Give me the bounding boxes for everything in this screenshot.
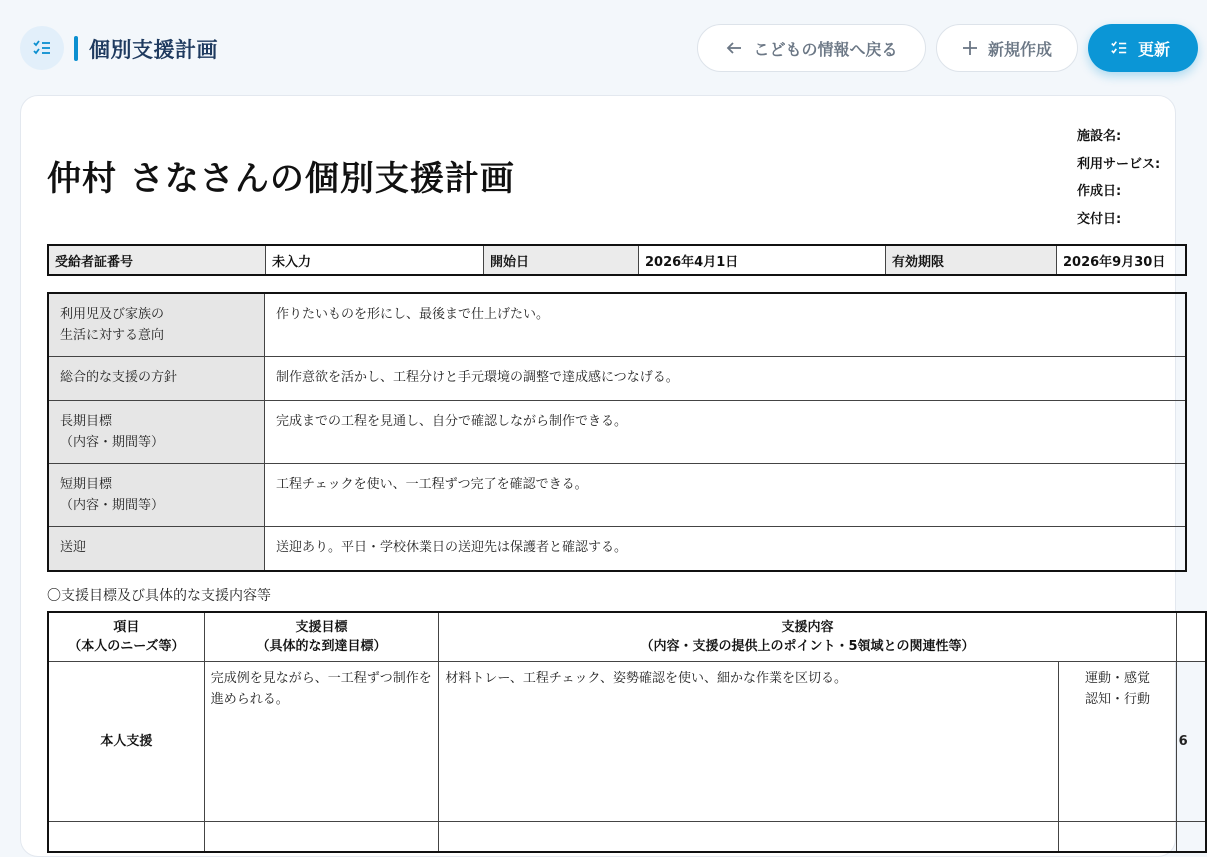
header-line: 支援目標 (295, 620, 348, 635)
label-line: 長期目標 (60, 414, 113, 429)
transport-label: 送迎 (48, 527, 265, 571)
empty-cell (1176, 822, 1206, 852)
table-row (48, 662, 1206, 822)
update-button[interactable] (1088, 24, 1198, 72)
new-plan-button[interactable] (936, 24, 1078, 72)
transport-value: 送迎あり。平日・学校休業日の送迎先は保護者と確認する。 (265, 527, 1187, 571)
goal-domain-cell (1059, 662, 1176, 822)
table-header-row (48, 612, 1206, 662)
back-button-label: こどもの情報へ戻る (753, 39, 898, 59)
policy-value: 制作意欲を活かし、工程分けと手元環境の調整で達成感につなげる。 (265, 357, 1187, 401)
update-button-label: 更新 (1138, 39, 1171, 59)
label-line: 短期目標 (60, 477, 113, 492)
label-line: 利用児及び家族の (60, 307, 165, 322)
long-term-goal-label (48, 401, 265, 464)
label-line: （内容・期間等） (60, 498, 165, 513)
table-row (48, 401, 1186, 464)
label-line: 生活に対する意向 (60, 328, 165, 343)
header-line: 項目 (113, 620, 140, 635)
table-row (48, 293, 1186, 357)
header-line: （本人のニーズ等） (68, 639, 185, 654)
page-title: 個別支援計画 (89, 38, 218, 62)
short-term-goal-value: 工程チェックを使い、一工程ずつ完了を確認できる。 (265, 464, 1187, 527)
back-to-child-info-button[interactable] (697, 24, 926, 72)
start-date-value: 2026年4月1日 (639, 245, 886, 275)
goal-extra-cell: 6 (1176, 662, 1206, 822)
label-line: （内容・期間等） (60, 435, 165, 450)
goal-target-cell: 完成例を見ながら、一工程ずつ制作を進められる。 (204, 662, 439, 822)
table-row (48, 464, 1186, 527)
empty-cell (204, 822, 439, 852)
table-row (48, 822, 1206, 852)
top-bar (0, 0, 1188, 96)
header-line: （内容・支援の提供上のポイント・5領域との関連性等） (640, 639, 975, 654)
goal-content-cell: 材料トレー、工程チェック、姿勢確認を使い、細かな作業を区切る。 (439, 662, 1059, 822)
title-accent-bar (74, 36, 78, 61)
column-header-goal (204, 612, 439, 662)
plan-title: 仲村 さなさんの個別支援計画 (47, 159, 515, 199)
empty-cell (1059, 822, 1176, 852)
column-header-content (439, 612, 1176, 662)
plus-icon (962, 40, 978, 56)
expiry-value: 2026年9月30日 (1057, 245, 1187, 275)
recipient-number-value: 未入力 (266, 245, 484, 275)
arrow-left-icon (725, 39, 743, 57)
new-button-label: 新規作成 (987, 39, 1052, 59)
empty-cell (439, 822, 1059, 852)
empty-cell (48, 822, 204, 852)
expiry-label: 有効期限 (886, 245, 1057, 275)
created-date-label: 作成日: (1077, 184, 1122, 199)
intent-value: 作りたいものを形にし、最後まで仕上げたい。 (265, 293, 1187, 357)
goal-item-cell: 本人支援 (48, 662, 204, 822)
long-term-goal-value: 完成までの工程を見通し、自分で確認しながら制作できる。 (265, 401, 1187, 464)
domain-line: 認知・行動 (1084, 692, 1150, 707)
table-row (48, 357, 1186, 401)
intent-table (47, 292, 1187, 572)
issued-date-label: 交付日: (1077, 211, 1122, 227)
domain-line: 運動・感覚 (1084, 671, 1150, 686)
support-goals-table (47, 611, 1207, 853)
checklist-icon[interactable] (20, 26, 64, 70)
column-header-extra (1176, 612, 1206, 662)
column-header-item (48, 612, 204, 662)
header-line: （具体的な到達目標） (256, 639, 387, 654)
recipient-number-label: 受給者証番号 (48, 245, 266, 275)
service-label: 利用サービス: (1077, 156, 1161, 172)
short-term-goal-label (48, 464, 265, 527)
header-line: 支援内容 (781, 620, 834, 635)
facility-label: 施設名: (1077, 129, 1122, 144)
policy-label: 総合的な支援の方針 (48, 357, 265, 401)
section-caption: 〇支援目標及び具体的な支援内容等 (47, 588, 271, 604)
intent-label (48, 293, 265, 357)
table-row (48, 527, 1186, 571)
start-date-label: 開始日 (484, 245, 639, 275)
plan-document-card (20, 95, 1188, 857)
recipient-info-table (47, 244, 1187, 276)
checklist-icon (1110, 39, 1128, 57)
plan-meta (1077, 123, 1160, 233)
